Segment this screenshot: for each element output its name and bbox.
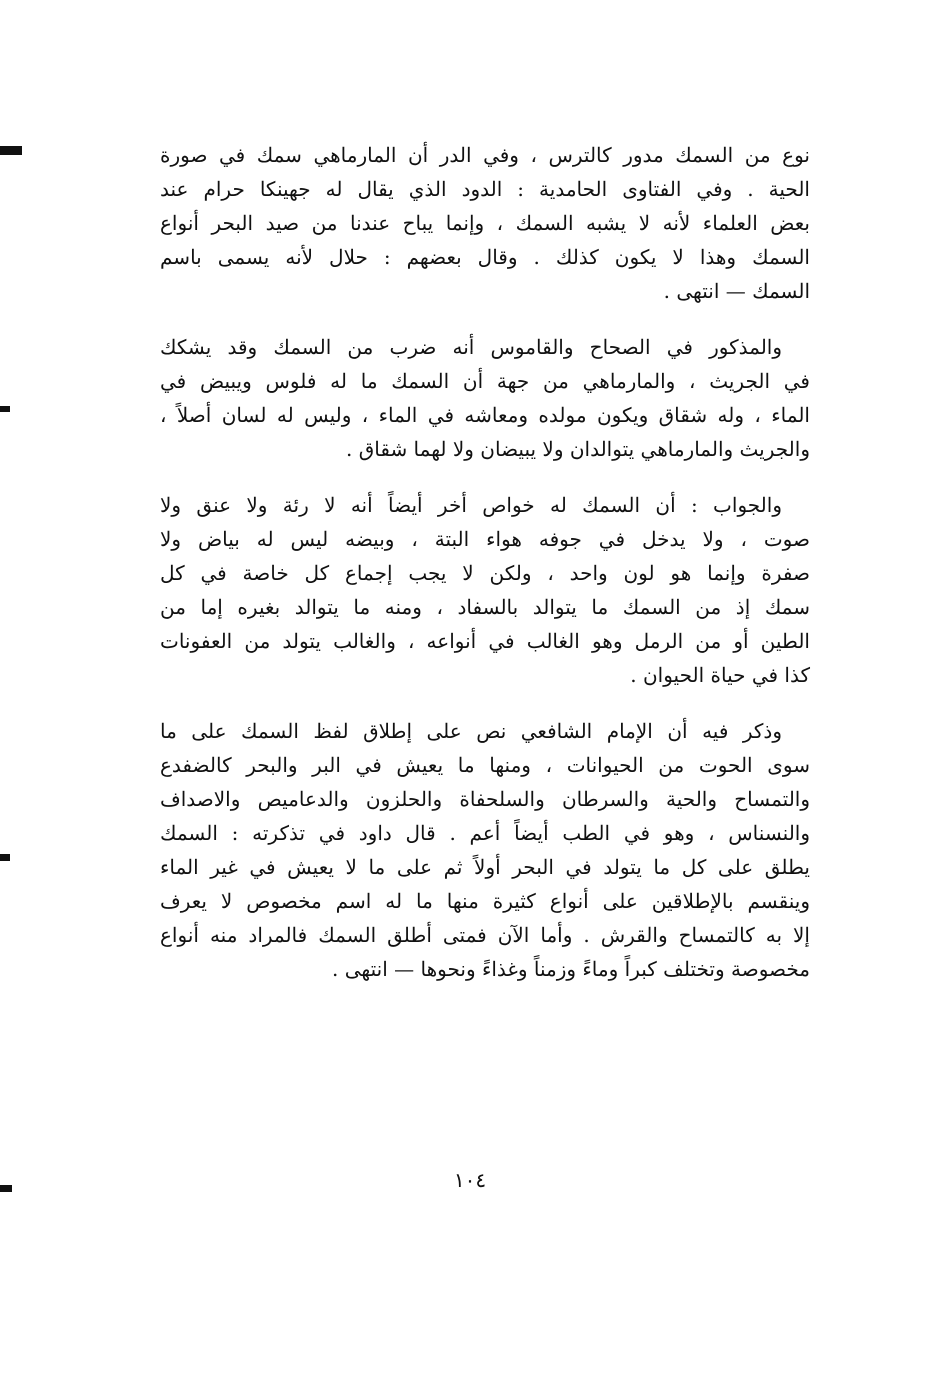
- text-line: والجواب : أن السمك له خواص أخر أيضاً أنه لا رئة ولا عنق ولا: [160, 493, 782, 517]
- text-line: إلا به كالتمساح والقرش . وأما الآن فمتى أطلق السمك فالمراد منه أنواع: [160, 923, 810, 947]
- page-body: [160, 138, 810, 1008]
- text-line: في الجريث ، والمارماهي من جهة أن السمك ما له فلوس ويبيض في: [160, 369, 810, 393]
- scan-margin-mark: [0, 1185, 12, 1192]
- text-line: وذكر فيه أن الإمام الشافعي نص على إطلاق لفظ السمك على ما: [160, 719, 782, 743]
- text-line: والمذكور في الصحاح والقاموس أنه ضرب من السمك وقد يشكك: [160, 335, 782, 359]
- text-line: السمك وهذا لا يكون كذلك . وقال بعضهم : حلال لأنه يسمى باسم: [160, 245, 810, 269]
- text-line: والجريث والمارماهي يتوالدان ولا يبيضان ولا لهما شقاق .: [346, 437, 810, 461]
- paragraph-4: [160, 714, 810, 986]
- text-line: مخصوصة وتختلف كبراً وماءً وزمناً وغذاءً ونحوها — انتهى .: [332, 957, 810, 981]
- text-line: سوى الحوت من الحيوانات ، ومنها ما يعيش في البر والبحر كالضفدع: [160, 753, 810, 777]
- scan-margin-mark: [0, 854, 10, 861]
- text-line: والنسناس ، وهو في الطب أيضاً أعم . قال داود في تذكرته : السمك: [160, 821, 810, 845]
- text-line: الطين أو من الرمل وهو الغالب في أنواعه ، والغالب يتولد من العفونات: [160, 629, 810, 653]
- scan-margin-mark: [0, 406, 10, 412]
- text-line: وينقسم بالإطلاقين على أنواع كثيرة منها ما له اسم مخصوص لا يعرف: [160, 889, 810, 913]
- text-line: صوت ، ولا يدخل في جوفه هواء البتة ، وبيضه ليس له بياض ولا: [160, 527, 810, 551]
- text-line: يطلق على كل ما يتولد في البحر أولاً ثم على ما لا يعيش في غير الماء: [160, 855, 810, 879]
- text-line: كذا في حياة الحيوان .: [630, 663, 810, 687]
- paragraph-2: [160, 330, 810, 466]
- text-line: نوع من السمك مدور كالترس ، وفي الدر أن المارماهي سمك في صورة: [160, 143, 810, 167]
- text-line: بعض العلماء لأنه لا يشبه السمك ، وإنما يباح عندنا من صيد البحر أنواع: [160, 211, 810, 235]
- text-line: الماء ، وله شقاق ويكون مولده ومعاشه في الماء ، وليس له لسان أصلاً ،: [160, 403, 810, 427]
- page-number: ١٠٤: [453, 1168, 487, 1192]
- text-line: الحية . وفي الفتاوى الحامدية : الدود الذي يقال له جهينكا حرام عند: [160, 177, 810, 201]
- text-line: السمك — انتهى .: [663, 279, 810, 303]
- paragraph-1: [160, 138, 810, 308]
- text-line: سمك إذ من السمك ما يتوالد بالسفاد ، ومنه ما يتوالد بغيره إما من: [160, 595, 810, 619]
- scan-margin-mark: [0, 146, 22, 155]
- text-line: صفرة وإنما هو لون واحد ، ولكن لا يجب إجماع كل خاصة في كل: [160, 561, 810, 585]
- paragraph-3: [160, 488, 810, 692]
- text-line: والتمساح والحية والسرطان والسلحفاة والحلزون والدعاميص والاصداف: [160, 787, 810, 811]
